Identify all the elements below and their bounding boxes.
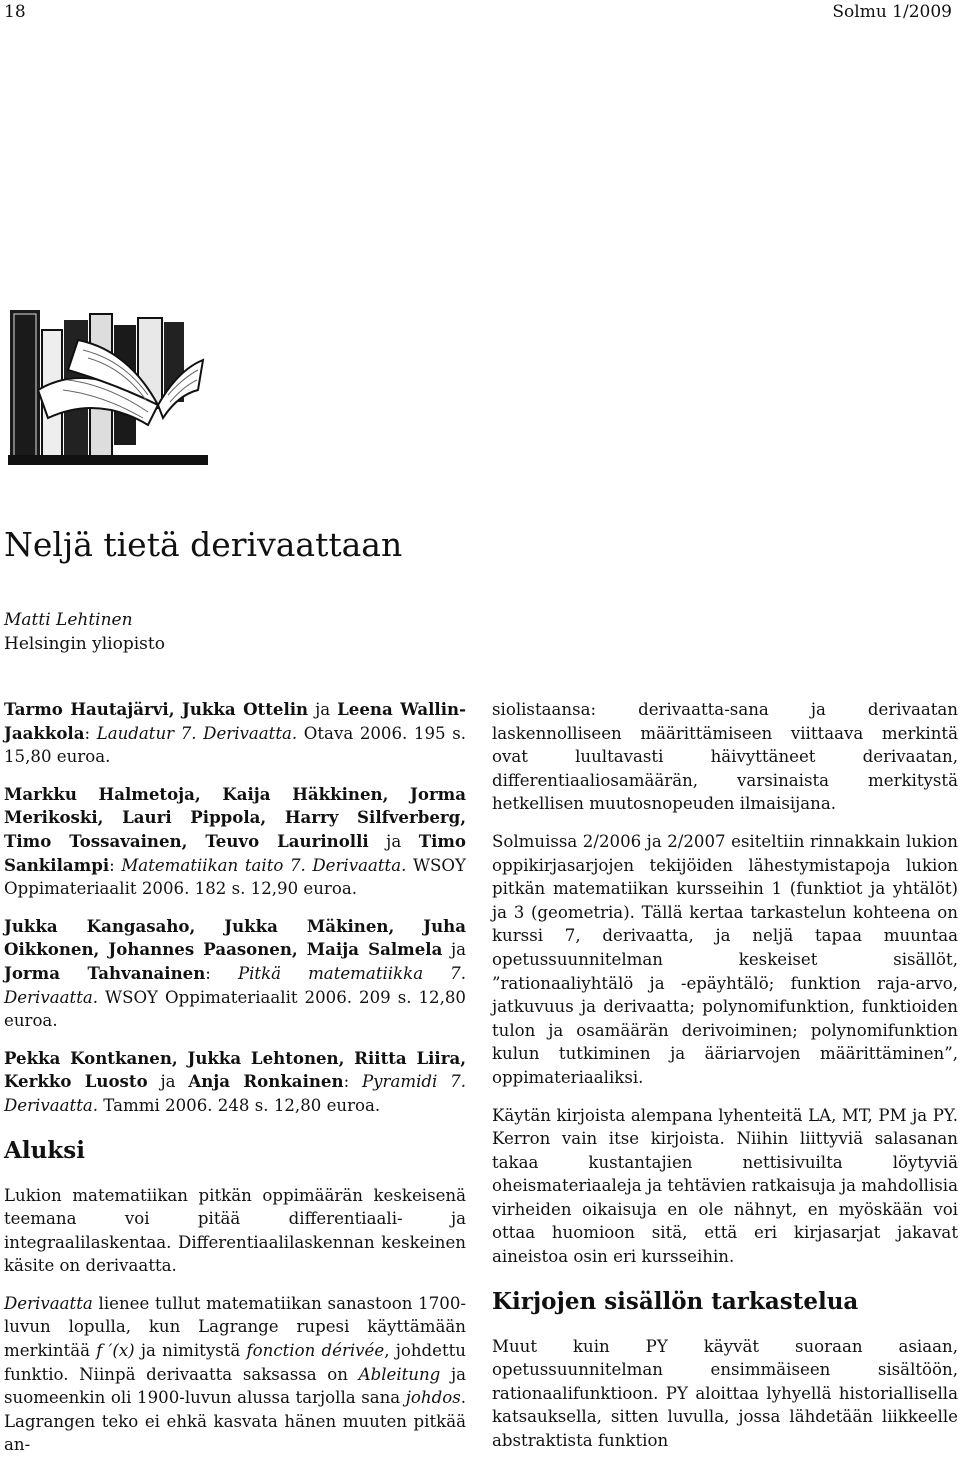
paragraph: Lukion matematiikan pitkän oppimäärän keskeisenä teemana voi pitää differentiaali- ja integraalilaskentaa. Differentiaalilaskennan keskeinen käsite on derivaatta. [4,1185,466,1276]
article-title: Neljä tietä derivaattaan [4,525,403,564]
page-number: 18 [4,2,26,22]
left-column [4,698,466,1471]
paragraph: Solmuissa 2/2006 ja 2/2007 esiteltiin rinnakkain lukion oppikirjasarjojen tekijöiden lähestymistapoja lukion pitkän matematiikan kursseihin 1 (funktiot ja yhtälöt) ja 3 (geometria). Tällä kertaa tarkastelun kohteena on kurssi 7, derivaatta, ja neljä tapaa muuntaa opetussuunnitelman keskeiset sisällöt, ”rationaaliyhtälö ja -epäyhtälö; funktion raja-arvo, jatkuvuus ja derivaatta; polynomifunktion, funktioiden tulon ja osamäärän derivoiminen; polynomifunktion kulun tutkiminen ja ääriarvojen määrittäminen”, oppimateriaaliksi. [492,831,958,1087]
paragraph: Käytän kirjoista alempana lyhenteitä LA, MT, PM ja PY. Kerron vain itse kirjoista. Niihin liittyviä salasanan takaa kustantajien nettisivuilta löytyviä oheismateriaaleja ja tehtävien ratkaisuja ja mahdollisia virheiden oikaisuja en ole nähnyt, en myöskään voi ottaa huomioon sitä, että eri kirjasarjat jakavat aineistoa osin eri kursseihin. [492,1105,958,1267]
page-header [0,2,956,24]
paragraph: siolistaansa: derivaatta-sana ja derivaatan laskennolliseen määrittämiseen viittaava merkintä ovat luultavasti häivyttäneet derivaatan, differentiaaliosamäärän, varsinaista merkitystä hetkellisen muutosnopeuden ilmaisijana. [492,700,958,814]
section-heading-aluksi: Aluksi [4,1136,85,1164]
paragraph: Derivaatta lienee tullut matematiikan sanastoon 1700-luvun lopulla, kun Lagrange rupesi käyttämään merkintää f ′(x) ja nimitystä fonction dérivée, johdettu funktio. Niinpä derivaatta saksassa on Ableitung ja suomeenkin oli 1900-luvun alussa tarjolla sana johdos. Lagrangen teko ei ehkä kasvata hänen muuten pitkää an- [4,1293,466,1455]
reference-3: Jukka Kangasaho, Jukka Mäkinen, Juha Oikkonen, Johannes Paasonen, Maija Salmela ja Jorma Tahvanainen: Pitkä matematiikka 7. Derivaatta. WSOY Oppimateriaalit 2006. 209 s. 12,80 euroa. [4,915,466,1031]
section-heading-kirjojen-sisallon-tarkastelua: Kirjojen sisällön tarkastelua [492,1287,859,1315]
author-affiliation: Helsingin yliopisto [4,634,165,654]
journal-issue: Solmu 1/2009 [832,2,952,22]
reference-2: Markku Halmetoja, Kaija Häkkinen, Jorma Merikoski, Lauri Pippola, Harry Silfverberg, Timo Tossavainen, Teuvo Laurinolli ja Timo Sankilampi: Matematiikan taito 7. Derivaatta. WSOY Oppimateriaalit 2006. 182 s. 12,90 euroa. [4,783,466,899]
open-book-illustration [8,300,208,465]
right-column [492,698,958,1467]
article-author: Matti Lehtinen [4,610,133,630]
paragraph: Muut kuin PY käyvät suoraan asiaan, opetussuunnitelman ensimmäiseen sisältöön, rationaalifunktioon. PY aloittaa lyhyellä historiallisella katsauksella, sitten luvulla, jossa lähdetään liikkeelle abstraktista funktion [492,1336,958,1451]
reference-1: Tarmo Hautajärvi, Jukka Ottelin ja Leena Wallin-Jaakkola: Laudatur 7. Derivaatta. Otava 2006. 195 s. 15,80 euroa. [4,699,467,767]
reference-4: Pekka Kontkanen, Jukka Lehtonen, Riitta Liira, Kerkko Luosto ja Anja Ronkainen: Pyramidi 7. Derivaatta. Tammi 2006. 248 s. 12,80 euroa. [4,1047,467,1115]
